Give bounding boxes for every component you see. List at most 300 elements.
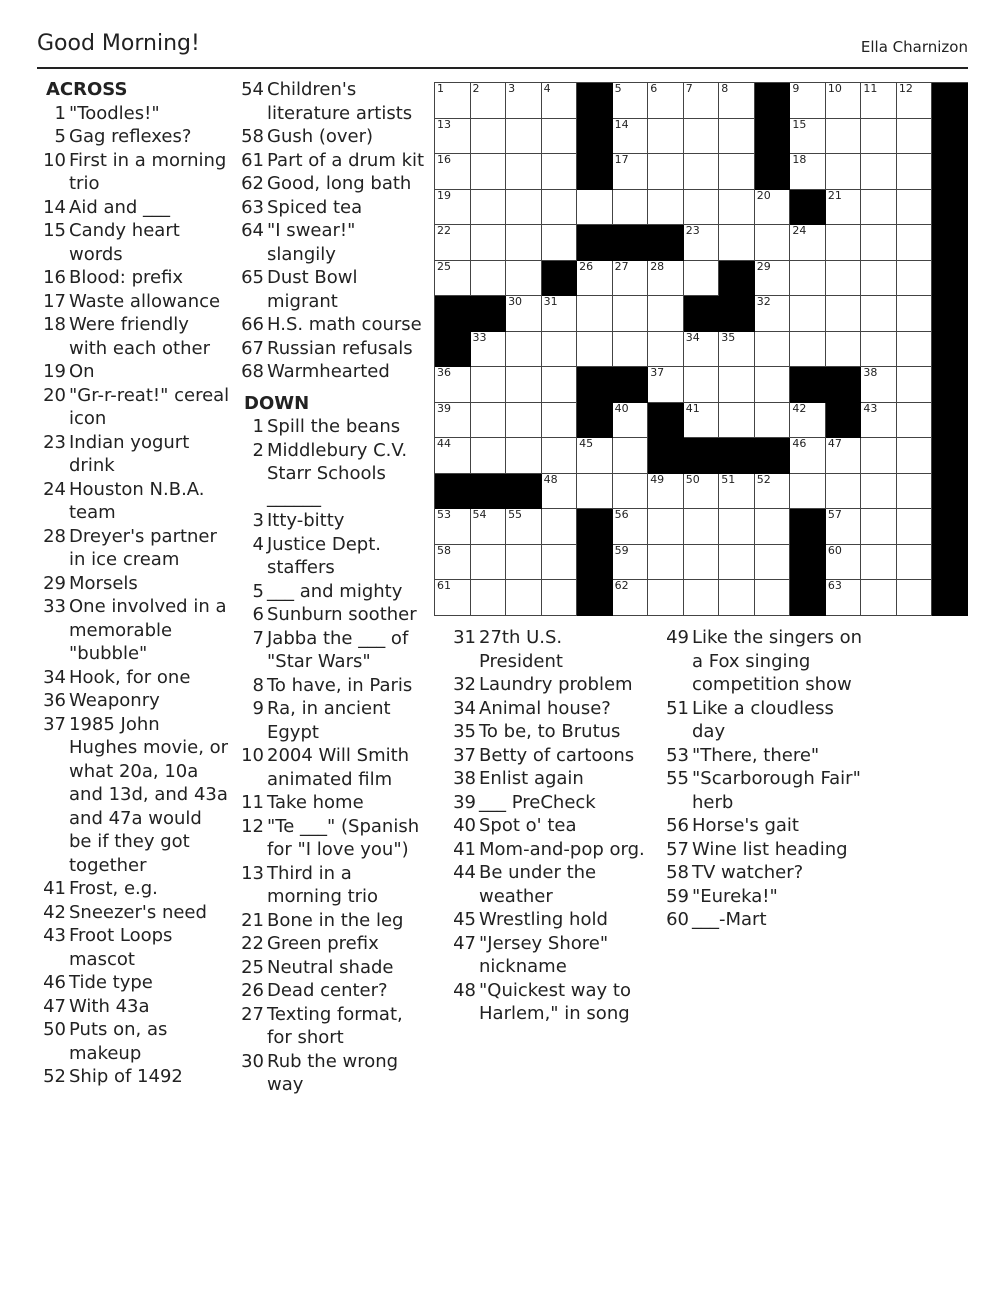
grid-cell[interactable] — [542, 332, 578, 368]
grid-cell[interactable] — [435, 545, 471, 581]
cell-number: 20 — [756, 188, 771, 202]
grid-cell[interactable] — [861, 83, 897, 119]
grid-cell[interactable] — [613, 190, 649, 226]
across-clue-14[interactable] — [40, 196, 230, 220]
grid-cell[interactable] — [755, 509, 791, 545]
cell-number: 18 — [792, 153, 807, 167]
grid-cell[interactable] — [826, 83, 862, 119]
grid-cell[interactable] — [506, 190, 542, 226]
down-clue-8[interactable] — [238, 674, 428, 698]
down-clue-3[interactable] — [238, 509, 428, 533]
clue-text: "Te ___" (Spanish for "I love you") — [267, 815, 420, 860]
black-square — [932, 225, 968, 261]
grid-cell[interactable] — [471, 545, 507, 581]
grid-cell[interactable] — [861, 154, 897, 190]
grid-cell[interactable] — [755, 580, 791, 616]
grid-cell[interactable] — [684, 225, 720, 261]
across-clue-65[interactable] — [238, 266, 428, 313]
grid-cell[interactable] — [471, 580, 507, 616]
across-clue-52[interactable] — [40, 1065, 230, 1089]
grid-cell[interactable] — [684, 261, 720, 297]
grid-cell[interactable] — [755, 474, 791, 510]
clue-text: To have, in Paris — [267, 674, 413, 696]
grid-cell[interactable] — [648, 154, 684, 190]
grid-cell[interactable] — [471, 332, 507, 368]
grid-cell[interactable] — [897, 509, 933, 545]
across-clue-62[interactable] — [238, 172, 428, 196]
across-clue-47[interactable] — [40, 995, 230, 1019]
clue-text: Wine list heading — [692, 838, 848, 860]
down-clue-2[interactable] — [238, 439, 428, 510]
cell-number: 2 — [472, 82, 480, 95]
grid-cell[interactable] — [719, 332, 755, 368]
grid-cell[interactable] — [471, 119, 507, 155]
grid-cell[interactable] — [719, 190, 755, 226]
grid-cell[interactable] — [684, 509, 720, 545]
clue-number: 63 — [241, 196, 264, 218]
grid-cell[interactable] — [861, 474, 897, 510]
grid-cell[interactable] — [471, 261, 507, 297]
grid-cell[interactable] — [471, 225, 507, 261]
grid-cell[interactable] — [790, 438, 826, 474]
grid-cell[interactable] — [861, 332, 897, 368]
down-clue-32[interactable] — [450, 673, 650, 697]
grid-cell[interactable] — [897, 367, 933, 403]
grid-cell[interactable] — [719, 225, 755, 261]
down-clue-51[interactable] — [663, 697, 863, 744]
down-clue-40[interactable] — [450, 814, 650, 838]
grid-cell[interactable] — [790, 154, 826, 190]
clue-number: 7 — [252, 627, 264, 649]
grid-cell[interactable] — [648, 474, 684, 510]
grid-cell[interactable] — [542, 474, 578, 510]
grid-cell[interactable] — [755, 367, 791, 403]
grid-cell[interactable] — [506, 332, 542, 368]
grid-cell[interactable] — [897, 474, 933, 510]
grid-cell[interactable] — [435, 438, 471, 474]
grid-cell[interactable] — [648, 119, 684, 155]
grid-cell[interactable] — [755, 545, 791, 581]
across-clue-18[interactable] — [40, 313, 230, 360]
across-clue-64[interactable] — [238, 219, 428, 266]
grid-cell[interactable] — [648, 296, 684, 332]
grid-cell[interactable] — [613, 154, 649, 190]
grid-cell[interactable] — [648, 580, 684, 616]
grid-cell[interactable] — [471, 154, 507, 190]
grid-cell[interactable] — [471, 190, 507, 226]
grid-cell[interactable] — [613, 403, 649, 439]
clue-text: ___-Mart — [692, 909, 767, 930]
grid-cell[interactable] — [897, 438, 933, 474]
grid-cell[interactable] — [506, 580, 542, 616]
grid-cell[interactable] — [435, 509, 471, 545]
down-clue-45[interactable] — [450, 908, 650, 932]
grid-cell[interactable] — [613, 509, 649, 545]
grid-cell[interactable] — [897, 225, 933, 261]
down-clue-34[interactable] — [450, 697, 650, 721]
across-clue-29[interactable] — [40, 572, 230, 596]
down-clue-58[interactable] — [663, 861, 863, 885]
grid-cell[interactable] — [648, 83, 684, 119]
grid-cell[interactable] — [542, 509, 578, 545]
grid-cell[interactable] — [435, 367, 471, 403]
grid-cell[interactable] — [577, 261, 613, 297]
grid-cell[interactable] — [861, 403, 897, 439]
down-clue-44[interactable] — [450, 861, 650, 908]
down-clue-31[interactable] — [450, 626, 650, 673]
grid-cell[interactable] — [826, 580, 862, 616]
down-clue-4[interactable] — [238, 533, 428, 580]
down-clue-47[interactable] — [450, 932, 650, 979]
grid-cell[interactable] — [542, 190, 578, 226]
clue-text: Children's literature artists — [267, 79, 413, 124]
grid-cell[interactable] — [861, 261, 897, 297]
grid-cell[interactable] — [826, 119, 862, 155]
across-clue-34[interactable] — [40, 666, 230, 690]
grid-cell[interactable] — [435, 225, 471, 261]
grid-cell[interactable] — [648, 545, 684, 581]
grid-cell[interactable] — [861, 296, 897, 332]
cell-number: 44 — [437, 437, 451, 451]
cell-number: 48 — [543, 472, 558, 486]
black-square — [471, 474, 507, 510]
down-clue-25[interactable] — [238, 956, 428, 980]
clue-text: Gag reflexes? — [69, 126, 192, 147]
down-clue-55[interactable] — [663, 767, 863, 814]
grid-cell[interactable] — [613, 261, 649, 297]
grid-cell[interactable] — [542, 545, 578, 581]
clue-number: 34 — [43, 666, 66, 688]
clue-number: 51 — [666, 697, 689, 719]
grid-cell[interactable] — [613, 438, 649, 474]
across-clue-58[interactable] — [238, 125, 428, 149]
down-clue-21[interactable] — [238, 909, 428, 933]
grid-cell[interactable] — [577, 438, 613, 474]
grid-cell[interactable] — [506, 296, 542, 332]
across-clue-20[interactable] — [40, 384, 230, 431]
grid-cell[interactable] — [435, 580, 471, 616]
grid-cell[interactable] — [506, 438, 542, 474]
grid-cell[interactable] — [897, 545, 933, 581]
grid-cell[interactable] — [506, 154, 542, 190]
grid-cell[interactable] — [897, 580, 933, 616]
grid-cell[interactable] — [719, 580, 755, 616]
grid-cell[interactable] — [435, 190, 471, 226]
grid-cell[interactable] — [435, 154, 471, 190]
grid-cell[interactable] — [755, 225, 791, 261]
grid-cell[interactable] — [755, 190, 791, 226]
black-square — [755, 119, 791, 155]
grid-cell[interactable] — [826, 438, 862, 474]
grid-cell[interactable] — [542, 154, 578, 190]
down-clue-10[interactable] — [238, 744, 428, 791]
down-clue-57[interactable] — [663, 838, 863, 862]
grid-cell[interactable] — [648, 509, 684, 545]
down-clue-30[interactable] — [238, 1050, 428, 1097]
down-clue-6[interactable] — [238, 603, 428, 627]
cell-number: 19 — [437, 188, 451, 202]
grid-cell[interactable] — [755, 261, 791, 297]
grid-cell[interactable] — [826, 190, 862, 226]
across-clue-54[interactable] — [238, 78, 428, 125]
grid-cell[interactable] — [435, 119, 471, 155]
across-clue-43[interactable] — [40, 924, 230, 971]
grid-cell[interactable] — [435, 403, 471, 439]
grid-cell[interactable] — [790, 83, 826, 119]
grid-cell[interactable] — [719, 545, 755, 581]
grid-cell[interactable] — [826, 225, 862, 261]
black-square — [577, 225, 613, 261]
down-clue-53[interactable] — [663, 744, 863, 768]
grid-cell[interactable] — [861, 545, 897, 581]
black-square — [542, 261, 578, 297]
grid-cell[interactable] — [790, 474, 826, 510]
down-clue-56[interactable] — [663, 814, 863, 838]
grid-cell[interactable] — [542, 119, 578, 155]
grid-cell[interactable] — [613, 580, 649, 616]
down-clue-35[interactable] — [450, 720, 650, 744]
clue-number: 8 — [252, 674, 264, 696]
across-clue-63[interactable] — [238, 196, 428, 220]
across-clue-42[interactable] — [40, 901, 230, 925]
across-clue-67[interactable] — [238, 337, 428, 361]
down-heading: DOWN — [244, 392, 310, 414]
grid-cell[interactable] — [648, 367, 684, 403]
grid-cell[interactable] — [897, 261, 933, 297]
down-clue-60[interactable] — [663, 908, 863, 932]
grid-cell[interactable] — [790, 225, 826, 261]
cell-number: 4 — [543, 82, 551, 95]
grid-cell[interactable] — [826, 509, 862, 545]
grid-cell[interactable] — [755, 403, 791, 439]
clue-number: 37 — [453, 744, 476, 766]
down-clue-22[interactable] — [238, 932, 428, 956]
across-clue-66[interactable] — [238, 313, 428, 337]
cell-number: 50 — [685, 472, 700, 486]
grid-cell[interactable] — [861, 225, 897, 261]
grid-cell[interactable] — [542, 296, 578, 332]
down-clue-26[interactable] — [238, 979, 428, 1003]
across-clue-16[interactable] — [40, 266, 230, 290]
grid-cell[interactable] — [826, 545, 862, 581]
grid-cell[interactable] — [719, 509, 755, 545]
grid-cell[interactable] — [719, 474, 755, 510]
grid-cell[interactable] — [790, 332, 826, 368]
grid-cell[interactable] — [684, 332, 720, 368]
grid-cell[interactable] — [648, 332, 684, 368]
grid-cell[interactable] — [790, 403, 826, 439]
down-clue-13[interactable] — [238, 862, 428, 909]
grid-cell[interactable] — [719, 119, 755, 155]
grid-cell[interactable] — [577, 332, 613, 368]
clue-number: 18 — [43, 314, 66, 335]
black-square — [932, 580, 968, 616]
grid-cell[interactable] — [613, 296, 649, 332]
grid-cell[interactable] — [506, 119, 542, 155]
across-clue-37[interactable] — [40, 713, 230, 878]
grid-cell[interactable] — [506, 403, 542, 439]
clue-text: Be under the weather — [479, 862, 597, 907]
clue-text: Morsels — [69, 572, 138, 594]
cell-number: 51 — [721, 472, 736, 486]
down-clue-1[interactable] — [238, 415, 428, 439]
across-clue-5[interactable] — [40, 125, 230, 149]
clue-number: 47 — [43, 995, 66, 1017]
grid-cell[interactable] — [542, 225, 578, 261]
grid-cell[interactable] — [506, 261, 542, 297]
grid-cell[interactable] — [613, 119, 649, 155]
black-square — [719, 261, 755, 297]
grid-cell[interactable] — [435, 83, 471, 119]
grid-cell[interactable] — [861, 119, 897, 155]
black-square — [932, 154, 968, 190]
grid-cell[interactable] — [542, 403, 578, 439]
grid-cell[interactable] — [755, 332, 791, 368]
across-clue-19[interactable] — [40, 360, 230, 384]
grid-cell[interactable] — [684, 119, 720, 155]
across-clue-17[interactable] — [40, 290, 230, 314]
grid-cell[interactable] — [684, 367, 720, 403]
across-clue-33[interactable] — [40, 595, 230, 666]
grid-cell[interactable] — [577, 474, 613, 510]
grid-cell[interactable] — [897, 403, 933, 439]
cell-number: 31 — [543, 295, 558, 309]
grid-cell[interactable] — [506, 545, 542, 581]
grid-cell[interactable] — [790, 261, 826, 297]
grid-cell[interactable] — [719, 367, 755, 403]
grid-cell[interactable] — [826, 332, 862, 368]
down-clue-48[interactable] — [450, 979, 650, 1026]
grid-cell[interactable] — [719, 83, 755, 119]
clue-text: Good, long bath — [267, 173, 412, 194]
grid-cell[interactable] — [435, 261, 471, 297]
grid-cell[interactable] — [826, 154, 862, 190]
down-clue-39[interactable] — [450, 791, 650, 815]
clue-number: 4 — [252, 533, 264, 555]
grid-cell[interactable] — [897, 296, 933, 332]
across-clue-23[interactable] — [40, 431, 230, 478]
grid-cell[interactable] — [471, 509, 507, 545]
grid-cell[interactable] — [790, 119, 826, 155]
grid-cell[interactable] — [897, 83, 933, 119]
grid-cell[interactable] — [613, 332, 649, 368]
grid-cell[interactable] — [684, 190, 720, 226]
grid-cell[interactable] — [542, 83, 578, 119]
grid-cell[interactable] — [861, 438, 897, 474]
down-clue-49[interactable] — [663, 626, 863, 697]
down-clue-7[interactable] — [238, 627, 428, 674]
grid-cell[interactable] — [684, 154, 720, 190]
grid-cell[interactable] — [506, 509, 542, 545]
grid-cell[interactable] — [719, 403, 755, 439]
grid-cell[interactable] — [684, 403, 720, 439]
down-clue-59[interactable] — [663, 885, 863, 909]
clue-text: To be, to Brutus — [479, 721, 621, 742]
grid-cell[interactable] — [861, 190, 897, 226]
down-clue-37[interactable] — [450, 744, 650, 768]
grid-cell[interactable] — [719, 154, 755, 190]
down-clue-38[interactable] — [450, 767, 650, 791]
grid-cell[interactable] — [897, 154, 933, 190]
grid-cell[interactable] — [861, 367, 897, 403]
down-clue-9[interactable] — [238, 697, 428, 744]
grid-cell[interactable] — [577, 296, 613, 332]
grid-cell[interactable] — [471, 403, 507, 439]
grid-cell[interactable] — [506, 367, 542, 403]
grid-cell[interactable] — [826, 474, 862, 510]
across-clue-1[interactable] — [40, 102, 230, 126]
grid-cell[interactable] — [684, 474, 720, 510]
grid-cell[interactable] — [471, 367, 507, 403]
across-clue-46[interactable] — [40, 971, 230, 995]
across-clue-24[interactable] — [40, 478, 230, 525]
black-square — [790, 580, 826, 616]
grid-cell[interactable] — [684, 580, 720, 616]
down-clue-41[interactable] — [450, 838, 650, 862]
grid-cell[interactable] — [471, 438, 507, 474]
grid-cell[interactable] — [613, 83, 649, 119]
crossword-grid[interactable] — [434, 82, 968, 616]
clue-text: Justice Dept. staffers — [267, 533, 381, 578]
clue-number: 68 — [241, 361, 264, 382]
down-clue-12[interactable] — [238, 815, 428, 862]
grid-cell[interactable] — [826, 296, 862, 332]
across-clue-41[interactable] — [40, 877, 230, 901]
down-clue-11[interactable] — [238, 791, 428, 815]
grid-cell[interactable] — [861, 509, 897, 545]
down-clue-27[interactable] — [238, 1003, 428, 1050]
across-clue-68[interactable] — [238, 360, 428, 384]
across-clue-50[interactable] — [40, 1018, 230, 1065]
grid-cell[interactable] — [613, 545, 649, 581]
grid-cell[interactable] — [648, 261, 684, 297]
across-clue-61[interactable] — [238, 149, 428, 173]
grid-cell[interactable] — [897, 332, 933, 368]
black-square — [648, 403, 684, 439]
grid-cell[interactable] — [897, 190, 933, 226]
across-clue-15[interactable] — [40, 219, 230, 266]
grid-cell[interactable] — [506, 83, 542, 119]
clue-column-4 — [663, 626, 863, 932]
grid-cell[interactable] — [577, 190, 613, 226]
clue-text: Green prefix — [267, 933, 379, 954]
grid-cell[interactable] — [542, 580, 578, 616]
grid-cell[interactable] — [755, 296, 791, 332]
clue-number: 49 — [666, 627, 689, 648]
grid-cell[interactable] — [826, 261, 862, 297]
across-clue-36[interactable] — [40, 689, 230, 713]
grid-cell[interactable] — [684, 83, 720, 119]
black-square — [613, 225, 649, 261]
grid-cell[interactable] — [648, 190, 684, 226]
grid-cell[interactable] — [506, 225, 542, 261]
down-clue-5[interactable] — [238, 580, 428, 604]
across-clue-28[interactable] — [40, 525, 230, 572]
grid-cell[interactable] — [790, 296, 826, 332]
grid-cell[interactable] — [542, 367, 578, 403]
grid-cell[interactable] — [897, 119, 933, 155]
across-clue-10[interactable] — [40, 149, 230, 196]
grid-cell[interactable] — [861, 580, 897, 616]
grid-cell[interactable] — [471, 83, 507, 119]
grid-cell[interactable] — [684, 545, 720, 581]
cell-number: 8 — [721, 82, 729, 95]
cell-number: 25 — [437, 259, 451, 273]
clue-number: 28 — [43, 525, 66, 547]
cell-number: 6 — [650, 82, 658, 95]
grid-cell[interactable] — [613, 474, 649, 510]
grid-cell[interactable] — [542, 438, 578, 474]
